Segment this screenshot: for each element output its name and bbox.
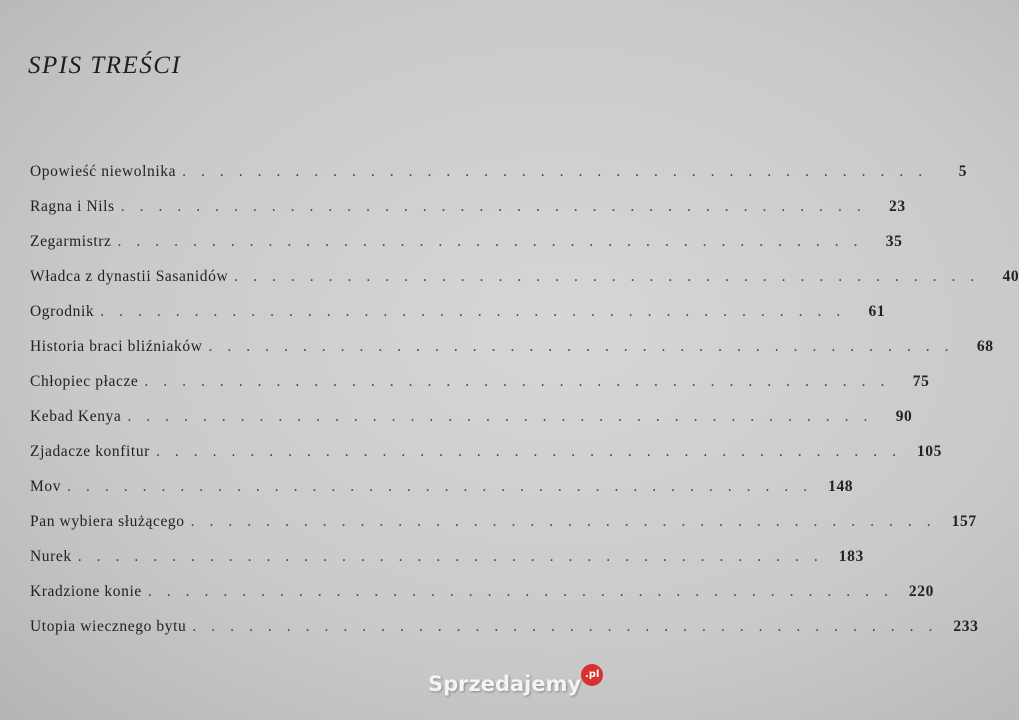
toc-entry bbox=[30, 583, 934, 618]
entry-page: 233 bbox=[953, 618, 979, 635]
leader-dots: ........................................ bbox=[147, 583, 903, 600]
entry-title: Władca z dynastii Sasanidów bbox=[30, 268, 229, 285]
entry-title: Zjadacze konfitur bbox=[30, 443, 150, 460]
entry-title: Ogrodnik bbox=[30, 303, 95, 320]
leader-dots: ........................................ bbox=[144, 373, 900, 390]
entry-title: Kradzione konie bbox=[30, 583, 142, 600]
entry-title: Kebad Kenya bbox=[30, 408, 122, 425]
entry-title: Mov bbox=[30, 478, 62, 495]
toc-entry bbox=[30, 548, 864, 583]
entry-title: Historia braci bliźniaków bbox=[30, 338, 203, 355]
table-of-contents bbox=[30, 163, 1019, 653]
leader-dots: ........................................ bbox=[208, 338, 964, 355]
entry-page: 157 bbox=[951, 513, 977, 530]
toc-entry bbox=[30, 618, 979, 653]
entry-title: Zegarmistrz bbox=[30, 233, 112, 250]
entry-page: 148 bbox=[828, 478, 854, 495]
entry-page: 68 bbox=[976, 338, 994, 355]
leader-dots: ........................................ bbox=[192, 618, 948, 635]
leader-dots: ........................................ bbox=[190, 513, 946, 530]
leader-dots: ........................................ bbox=[234, 268, 990, 285]
entry-page: 61 bbox=[868, 303, 886, 320]
toc-entry bbox=[30, 513, 977, 548]
entry-page: 35 bbox=[885, 233, 903, 250]
entry-title: Nurek bbox=[30, 548, 72, 565]
entry-page: 40 bbox=[1002, 268, 1019, 285]
entry-title: Chłopiec płacze bbox=[30, 373, 139, 390]
toc-entry bbox=[30, 478, 854, 513]
toc-entry bbox=[30, 268, 1019, 303]
entry-page: 5 bbox=[958, 163, 968, 180]
page-title: SPIS TREŚCI bbox=[28, 52, 182, 79]
leader-dots: ........................................ bbox=[182, 163, 938, 180]
leader-dots: ........................................ bbox=[155, 443, 911, 460]
leader-dots: ........................................ bbox=[117, 233, 873, 250]
entry-title: Utopia wiecznego bytu bbox=[30, 618, 187, 635]
entry-title: Opowieść niewolnika bbox=[30, 163, 177, 180]
toc-entry bbox=[30, 233, 903, 268]
entry-page: 220 bbox=[908, 583, 934, 600]
toc-entry bbox=[30, 443, 942, 478]
leader-dots: ........................................ bbox=[67, 478, 823, 495]
leader-dots: ........................................ bbox=[127, 408, 883, 425]
watermark-text: Sprzedajemy bbox=[428, 672, 582, 696]
entry-page: 183 bbox=[838, 548, 864, 565]
toc-entry bbox=[30, 338, 994, 373]
watermark-logo bbox=[428, 669, 600, 696]
entry-page: 105 bbox=[916, 443, 942, 460]
leader-dots: ........................................ bbox=[120, 198, 876, 215]
leader-dots: ........................................ bbox=[77, 548, 833, 565]
entry-title: Pan wybiera służącego bbox=[30, 513, 185, 530]
toc-entry bbox=[30, 198, 906, 233]
entry-page: 23 bbox=[889, 198, 906, 215]
entry-page: 75 bbox=[912, 373, 930, 390]
watermark-suffix: .pl bbox=[581, 664, 603, 686]
leader-dots: ........................................ bbox=[100, 303, 856, 320]
toc-entry bbox=[30, 163, 968, 198]
toc-entry bbox=[30, 373, 930, 408]
entry-title: Ragna i Nils bbox=[30, 198, 115, 215]
toc-entry bbox=[30, 408, 913, 443]
toc-entry bbox=[30, 303, 886, 338]
entry-page: 90 bbox=[895, 408, 913, 425]
